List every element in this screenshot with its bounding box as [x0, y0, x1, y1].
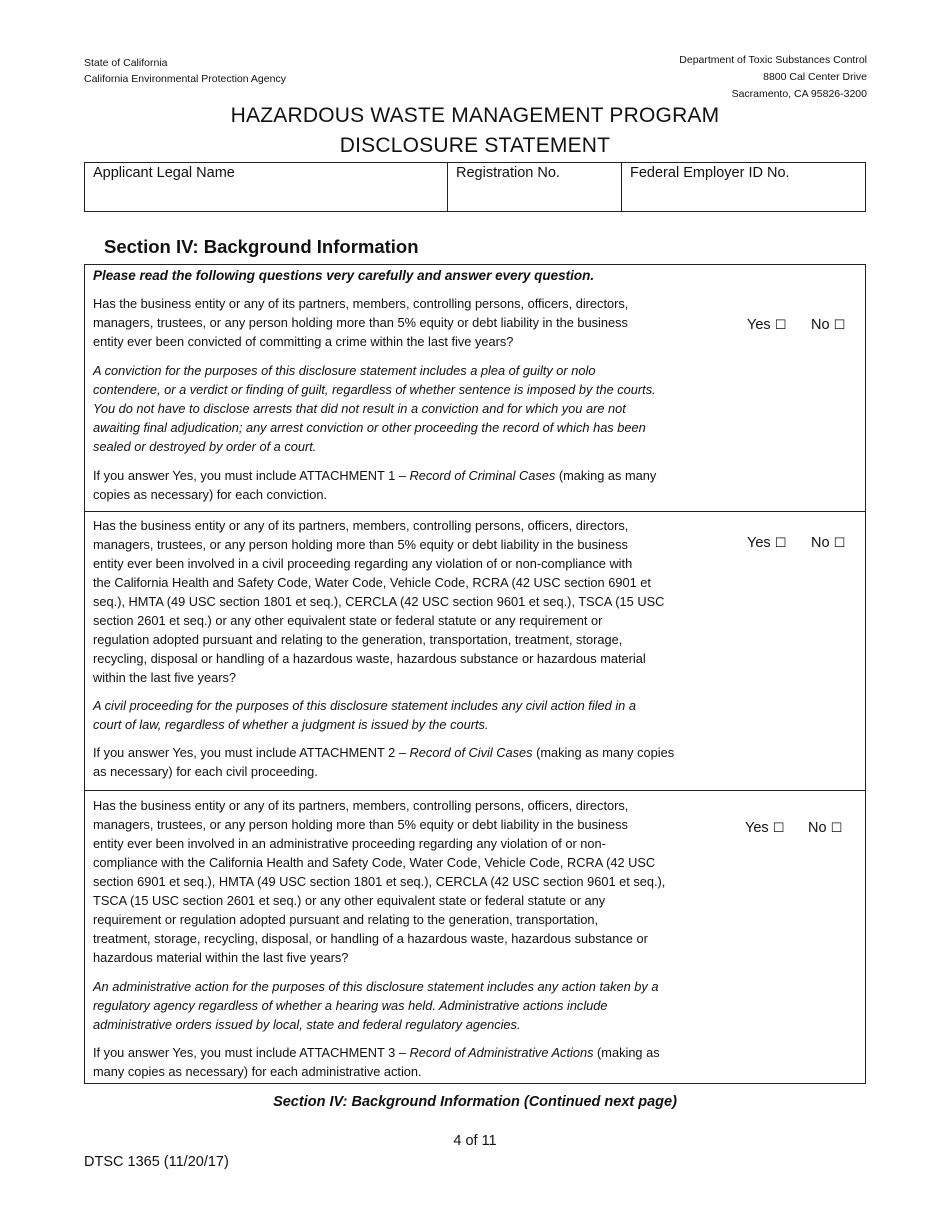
yes-checkbox[interactable]	[747, 316, 786, 335]
checkbox-icon[interactable]: ☐	[774, 318, 787, 333]
question-line: seq.), HMTA (49 USC section 1801 et seq.), CERCLA (42 USC section 9601 et seq.), TSCA (15 USC	[93, 594, 665, 609]
question-line: the California Health and Safety Code, Water Code, Vehicle Code, RCRA (42 USC section 6901 et	[93, 575, 651, 590]
checkbox-icon[interactable]: ☐	[833, 536, 846, 551]
header-agency-name: California Environmental Protection Agency	[84, 72, 286, 85]
attachment-text: If you answer Yes, you must include ATTACHMENT 3 –	[93, 1045, 410, 1060]
definition-line: court of law, regardless of whether a judgment is issued by the courts.	[93, 717, 489, 732]
question-text	[93, 294, 729, 351]
question-line: treatment, storage, recycling, disposal, or handling of a hazardous waste, hazardous substance or	[93, 931, 648, 946]
question-text	[93, 516, 729, 687]
definition-line: A civil proceeding for the purposes of this disclosure statement includes any civil action filed in a	[93, 698, 636, 713]
registration-no-field[interactable]	[448, 163, 622, 211]
yes-label: Yes	[745, 820, 769, 836]
header-department	[679, 52, 867, 103]
page-number: 4 of 11	[453, 1133, 497, 1149]
attachment-title: Record of Civil Cases	[409, 745, 533, 760]
federal-employer-id-field[interactable]	[622, 163, 865, 211]
definition-line: sealed or destroyed by order of a court.	[93, 439, 317, 454]
header-state: State of California	[84, 57, 168, 69]
checkbox-icon[interactable]: ☐	[833, 318, 846, 333]
question-line: compliance with the California Health and Safety Code, Water Code, Vehicle Code, RCRA (42 USC	[93, 855, 656, 870]
applicant-legal-name-label: Applicant Legal Name	[93, 165, 235, 181]
no-label: No	[811, 535, 830, 551]
definition-line: contendere, or a verdict or finding of guilt, regardless of whether sentence is imposed by the courts.	[93, 382, 656, 397]
definition-line: regulatory agency regardless of whether a hearing was held. Administrative actions include	[93, 998, 608, 1013]
attachment-instructions	[93, 1043, 729, 1081]
question-line: entity ever been involved in a civil proceeding regarding any violation of or non-compliance with	[93, 556, 633, 571]
attachment-text: (making as many copies	[532, 745, 675, 760]
no-checkbox[interactable]	[808, 819, 842, 838]
question-text	[93, 796, 729, 967]
question-line: Has the business entity or any of its partners, members, controlling persons, officers, directors,	[93, 798, 629, 813]
definition-line: administrative orders issued by local, state and federal regulatory agencies.	[93, 1017, 521, 1032]
yes-checkbox[interactable]	[747, 534, 786, 553]
yes-label: Yes	[747, 535, 771, 551]
header-department-name: Department of Toxic Substances Control	[679, 54, 867, 66]
question-line: within the last five years?	[93, 670, 236, 685]
attachment-instructions	[93, 743, 729, 781]
applicant-id-table	[84, 162, 866, 212]
page-subtitle: DISCLOSURE STATEMENT	[339, 134, 611, 157]
section-title: Section IV: Background Information	[104, 236, 419, 257]
question-line: section 2601 et seq.) or any other equivalent state or federal statute or any requirement or	[93, 613, 603, 628]
attachment-line: many copies as necessary) for each administrative action.	[93, 1064, 422, 1079]
applicant-legal-name-field[interactable]	[85, 163, 448, 211]
header-agency	[84, 56, 286, 87]
question-line: managers, trustees, or any person holding more than 5% equity or debt liability in the business	[93, 817, 628, 832]
question-line: requirement or regulation adopted pursuant and relating to the generation, transportation,	[93, 912, 599, 927]
question-definition	[93, 977, 729, 1034]
definition-line: awaiting final adjudication; any arrest conviction or other proceeding the record of which has been	[93, 420, 646, 435]
attachment-line	[93, 743, 729, 762]
definition-line: A conviction for the purposes of this disclosure statement includes a plea of guilty or nolo	[93, 363, 596, 378]
definition-line: You do not have to disclose arrests that did not result in a conviction and for which you are not	[93, 401, 626, 416]
no-label: No	[808, 820, 827, 836]
yes-checkbox[interactable]	[745, 819, 784, 838]
header-address-city: Sacramento, CA 95826-3200	[731, 88, 867, 100]
attachment-line: copies as necessary) for each conviction.	[93, 487, 328, 502]
question-line: TSCA (15 USC section 2601 et seq.) or any other equivalent state or federal statute or any	[93, 893, 606, 908]
attachment-line: as necessary) for each civil proceeding.	[93, 764, 318, 779]
continued-note: Section IV: Background Information (Continued next page)	[273, 1094, 677, 1110]
question-administrative	[84, 790, 866, 1084]
question-definition	[93, 696, 729, 734]
question-criminal	[84, 264, 866, 512]
attachment-text: If you answer Yes, you must include ATTACHMENT 1 –	[93, 468, 410, 483]
definition-line: An administrative action for the purposes of this disclosure statement includes any action taken by a	[93, 979, 659, 994]
section-intro: Please read the following questions very carefully and answer every question.	[93, 268, 595, 283]
no-label: No	[811, 317, 830, 333]
checkbox-icon[interactable]: ☐	[830, 821, 843, 836]
attachment-title: Record of Administrative Actions	[409, 1045, 594, 1060]
question-line: entity ever been convicted of committing a crime within the last five years?	[93, 334, 514, 349]
attachment-text: If you answer Yes, you must include ATTACHMENT 2 –	[93, 745, 410, 760]
attachment-title: Record of Criminal Cases	[409, 468, 556, 483]
question-line: regulation adopted pursuant and relating to the generation, transportation, treatment, storage,	[93, 632, 623, 647]
form-number: DTSC 1365 (11/20/17)	[84, 1154, 229, 1170]
no-checkbox[interactable]	[811, 534, 845, 553]
question-definition	[93, 361, 729, 456]
registration-no-label: Registration No.	[456, 165, 560, 181]
question-line: managers, trustees, or any person holding more than 5% equity or debt liability in the business	[93, 315, 628, 330]
page-title: HAZARDOUS WASTE MANAGEMENT PROGRAM	[230, 104, 720, 127]
attachment-line	[93, 1043, 729, 1062]
yes-label: Yes	[747, 317, 771, 333]
checkbox-icon[interactable]: ☐	[772, 821, 785, 836]
question-line: Has the business entity or any of its partners, members, controlling persons, officers, directors,	[93, 296, 629, 311]
attachment-text: (making as many	[555, 468, 657, 483]
attachment-line	[93, 466, 729, 485]
question-line: recycling, disposal or handling of a hazardous waste, hazardous substance or hazardous material	[93, 651, 646, 666]
question-line: entity ever been involved in an administrative proceeding regarding any violation of or non-	[93, 836, 606, 851]
question-line: hazardous material within the last five years?	[93, 950, 349, 965]
attachment-text: (making as	[593, 1045, 660, 1060]
checkbox-icon[interactable]: ☐	[774, 536, 787, 551]
question-line: section 6901 et seq.), HMTA (49 USC section 1801 et seq.), CERCLA (42 USC section 9601 et seq.),	[93, 874, 666, 889]
federal-employer-id-label: Federal Employer ID No.	[630, 165, 790, 181]
question-line: managers, trustees, or any person holding more than 5% equity or debt liability in the business	[93, 537, 628, 552]
question-civil	[84, 511, 866, 791]
question-line: Has the business entity or any of its partners, members, controlling persons, officers, directors,	[93, 518, 629, 533]
header-address-street: 8800 Cal Center Drive	[763, 71, 867, 83]
attachment-instructions	[93, 466, 729, 504]
no-checkbox[interactable]	[811, 316, 845, 335]
